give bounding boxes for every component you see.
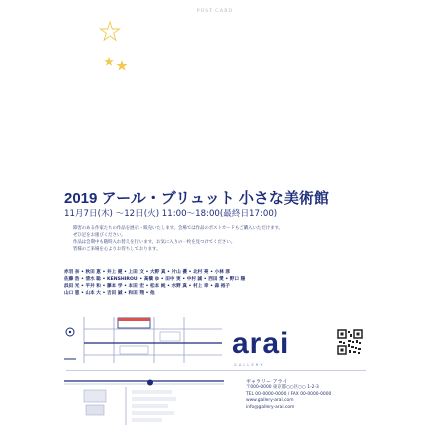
postcard-label: POST CARD [196, 9, 234, 14]
gallery-email[interactable]: info@gallery-arai.com [246, 404, 295, 410]
artist-line: 佐藤 浩 • 清水 聡 • KENSHIROU • 高橋 ゆ • 田中 実 • 中村 誠 • 西田 愛 • 野口 陽 [64, 277, 246, 282]
detail-map [64, 375, 224, 425]
star-decoration-icon [96, 20, 136, 80]
description-line: 作品は会期中も随時入れ替えを行います。お気に入りの一枚を見つけてください。 [73, 240, 236, 245]
description-line: 障害のある作家たちの作品を展示・販売いたします。会場では作品のポストカードもご購入いただけます。 [73, 226, 283, 231]
gallery-name: ギャラリー アライ [246, 379, 288, 385]
gallery-logo [232, 327, 392, 367]
artist-list [64, 269, 364, 297]
access-map [64, 315, 222, 365]
gallery-website[interactable]: www.gallery-arai.com [246, 398, 294, 404]
event-title: 2019 アール・ブリュット 小さな美術館 [64, 190, 329, 207]
artist-line: 赤羽 奈 • 秋田 恵 • 井上 健 • 上田 文 • 大野 真 • 片山 優 • 北村 亮 • 小林 淳 [64, 270, 230, 275]
gallery-logo-text: arai [232, 327, 290, 360]
gallery-phone: TEL 00-0000-0000 / FAX 00-0000-0000 [246, 391, 332, 397]
gallery-logo-subtitle: G A L L E R Y [234, 363, 263, 367]
divider [66, 370, 366, 371]
gallery-address: 〒000-0000 東京都○○区○○ 1-2-3 [246, 385, 319, 391]
description-line: ぜひ足をお運びください。 [73, 233, 126, 238]
event-description [73, 225, 353, 253]
artist-line: 山口 恵 • 山本 大 • 吉田 誠 • 和田 翔 • 他 [64, 291, 155, 296]
qr-code-icon [337, 329, 363, 355]
gallery-info [246, 379, 406, 411]
description-line: 皆様のご来場を心よりお待ちしております。 [73, 247, 161, 252]
event-date: 11月7日(木) 〜12日(火) 11:00〜18:00(最終日17:00) [64, 209, 278, 219]
artist-line: 浜田 光 • 平井 和 • 藤本 学 • 本田 宏 • 松本 純 • 水野 真 • 村上 幸 • 森 裕子 [64, 284, 230, 289]
